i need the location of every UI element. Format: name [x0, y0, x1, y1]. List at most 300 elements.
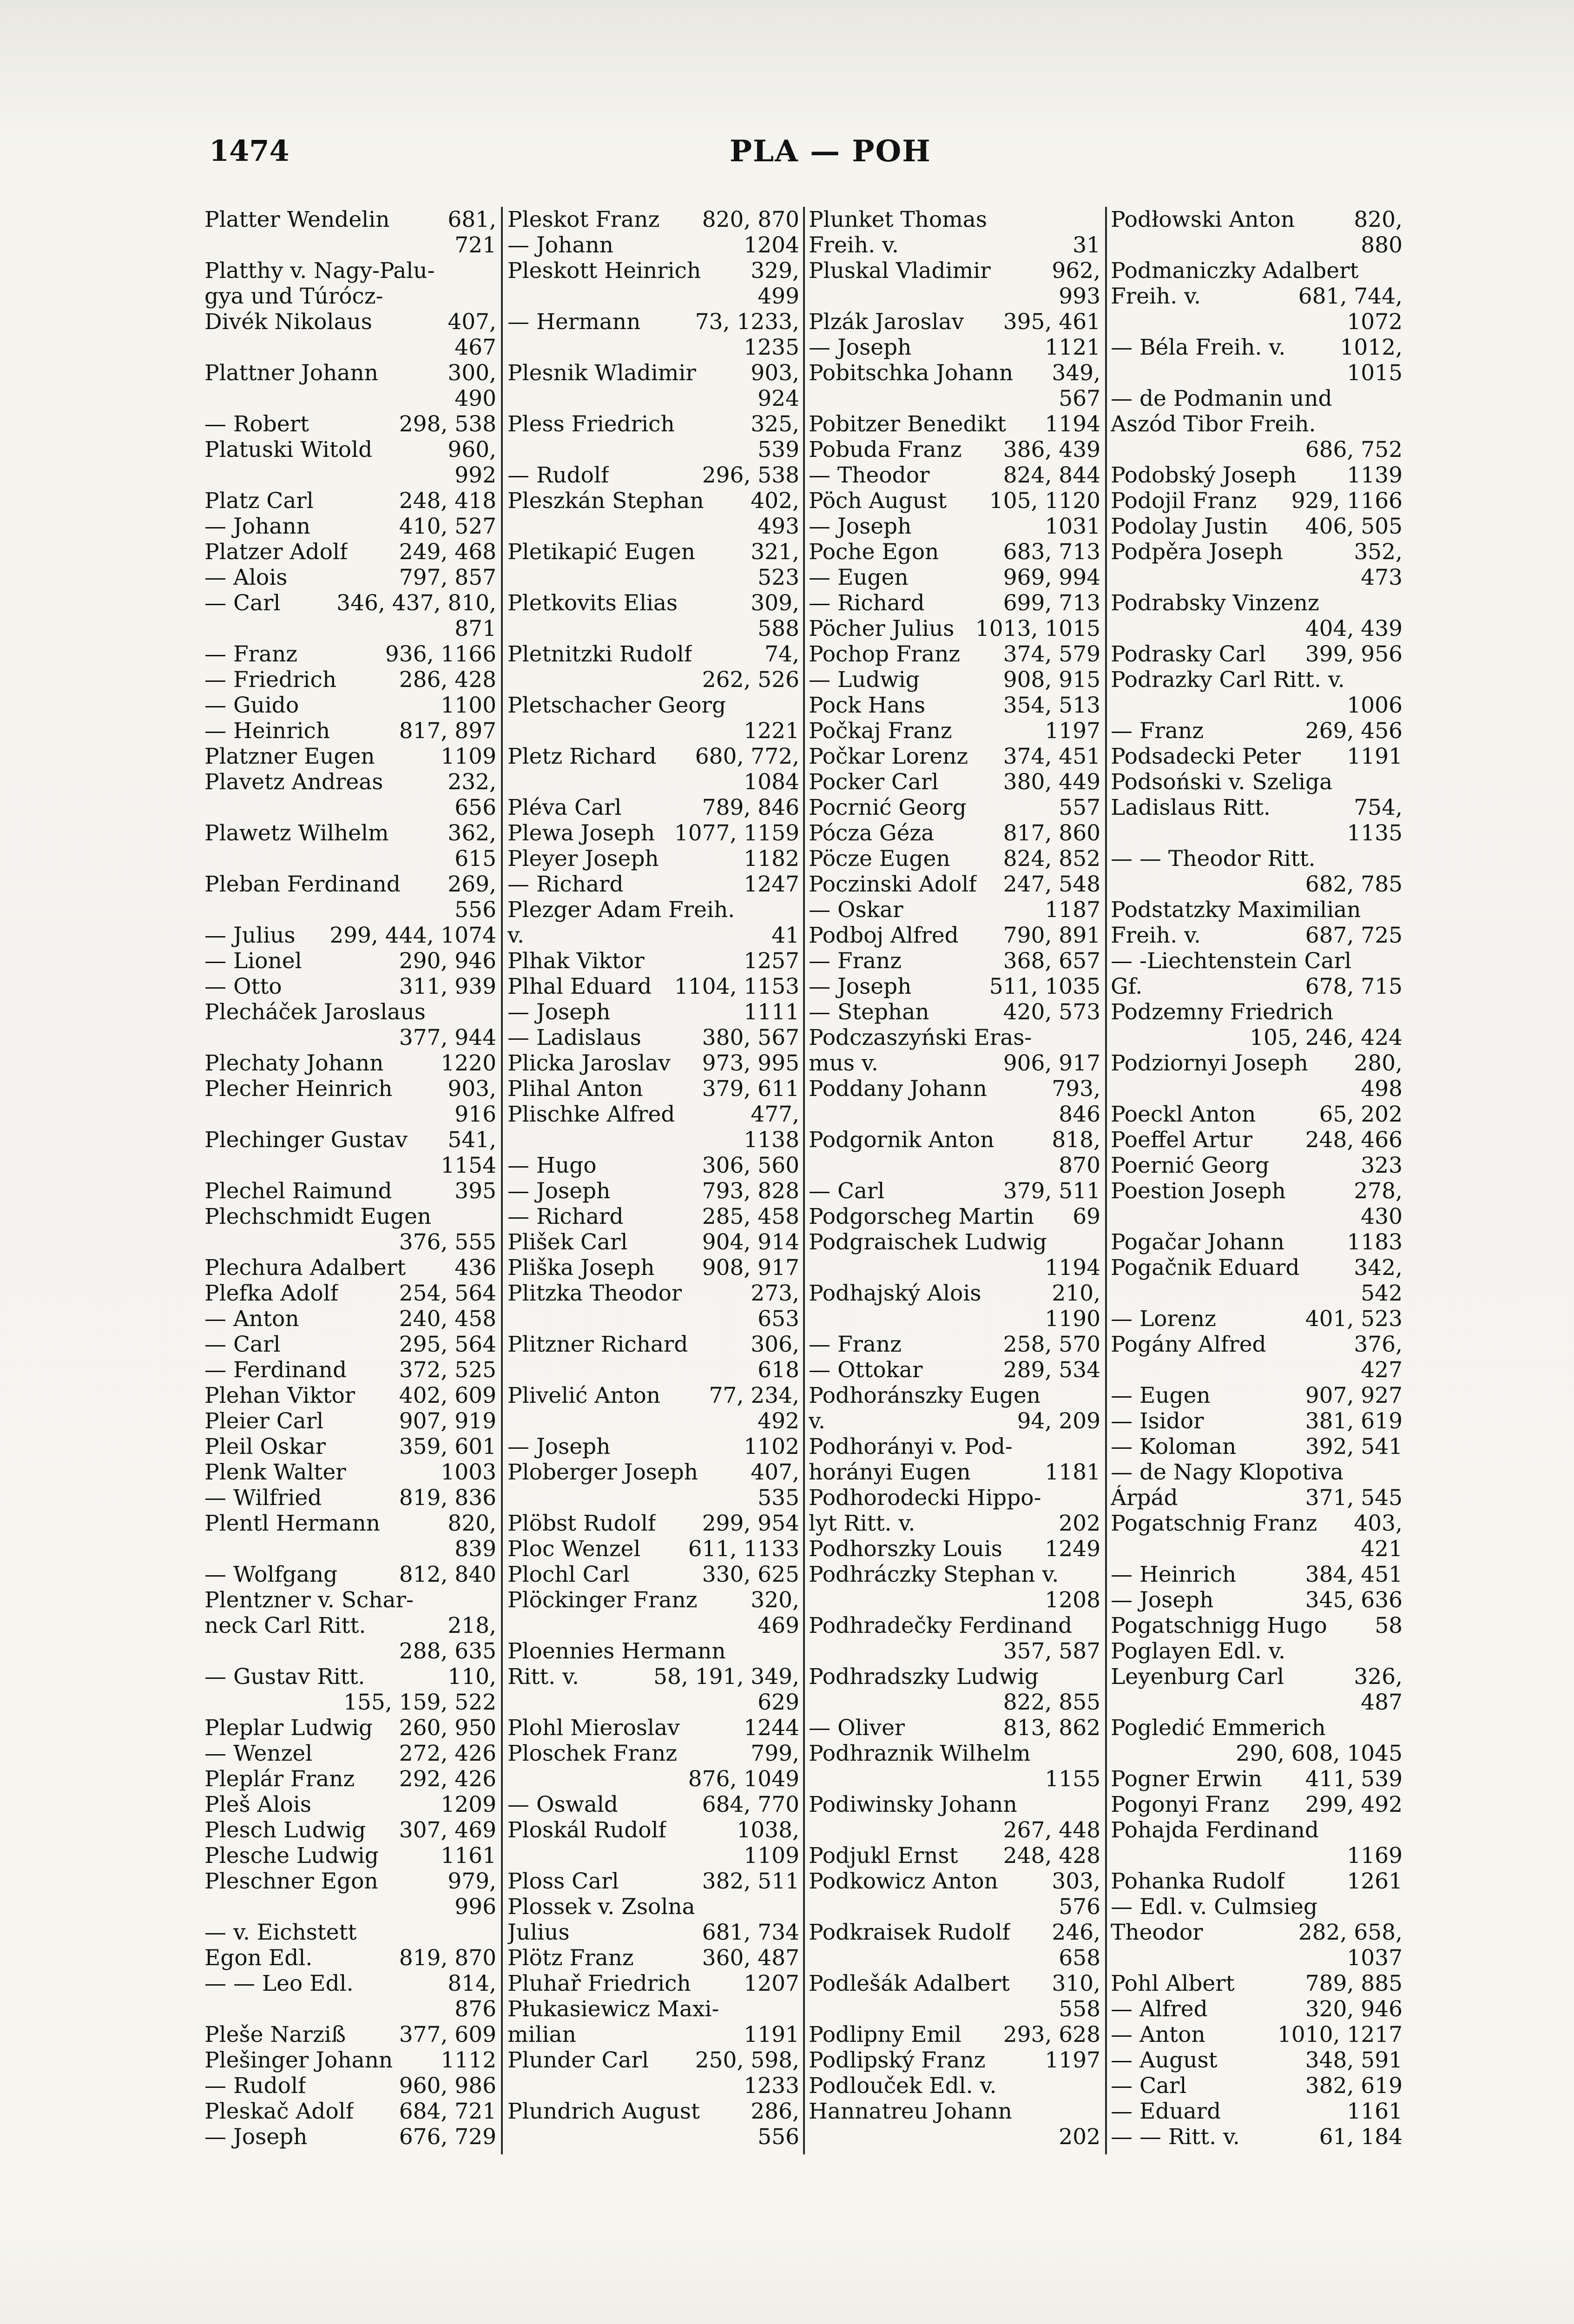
- directory-entry-line: [507, 1587, 799, 1613]
- entry-page-refs: 1154: [441, 1153, 496, 1178]
- entry-page-refs: 371, 545: [1305, 1485, 1403, 1511]
- directory-entry-line: [1111, 258, 1403, 284]
- entry-page-refs: 299, 444, 1074: [329, 923, 496, 948]
- entry-name: Pohl Albert: [1111, 1971, 1235, 1996]
- directory-entry-line: [204, 769, 496, 795]
- entry-name: Podpěra Joseph: [1111, 539, 1283, 565]
- directory-entry-line: [1111, 590, 1403, 616]
- entry-page-refs: 258, 570: [1003, 1332, 1100, 1357]
- directory-entry-line: [204, 1536, 496, 1562]
- directory-entry-line: [204, 1204, 496, 1229]
- directory-entry-line: [1111, 667, 1403, 693]
- entry-page-refs: 202: [1059, 1511, 1100, 1536]
- entry-name: — Guido: [204, 693, 299, 718]
- directory-entry-line: [1111, 1025, 1403, 1050]
- entry-page-refs: 290, 608, 1045: [1236, 1741, 1403, 1766]
- directory-entry-line: [809, 769, 1100, 795]
- entry-page-refs: 41: [771, 923, 799, 948]
- entry-page-refs: 1181: [1045, 1459, 1100, 1485]
- directory-entry-line: [809, 1536, 1100, 1562]
- entry-page-refs: 288, 635: [399, 1638, 496, 1664]
- entry-name: Plenk Walter: [204, 1459, 346, 1485]
- directory-entry-line: [809, 820, 1100, 846]
- entry-page-refs: 246,: [1052, 1920, 1100, 1945]
- directory-entry-line: [1111, 437, 1403, 462]
- entry-name: — Otto: [204, 974, 282, 999]
- entry-name: Podgornik Anton: [809, 1127, 994, 1153]
- entry-name: — Rudolf: [507, 462, 609, 488]
- entry-page-refs: 535: [757, 1485, 799, 1511]
- entry-name: Plhal Eduard: [507, 974, 652, 999]
- entry-page-refs: 681, 744,: [1298, 284, 1403, 309]
- entry-page-refs: 290, 946: [399, 948, 496, 974]
- entry-page-refs: 374, 579: [1003, 641, 1100, 667]
- entry-page-refs: 824, 844: [1003, 462, 1100, 488]
- directory-entry-line: [809, 1102, 1100, 1127]
- entry-name: Platter Wendelin: [204, 207, 390, 232]
- entry-page-refs: 74,: [764, 641, 799, 667]
- directory-entry-line: [809, 437, 1100, 462]
- directory-entry-line: [809, 1408, 1100, 1434]
- directory-entry-line: [204, 948, 496, 974]
- directory-entry-line: [204, 846, 496, 872]
- entry-page-refs: 541,: [448, 1127, 496, 1153]
- directory-entry-line: [809, 2099, 1100, 2124]
- entry-page-refs: 846: [1059, 1102, 1100, 1127]
- directory-entry-line: [809, 1894, 1100, 1920]
- entry-page-refs: 372, 525: [399, 1357, 496, 1383]
- directory-entry-line: [204, 1996, 496, 2022]
- directory-entry-line: [809, 1562, 1100, 1587]
- entry-page-refs: 1015: [1347, 360, 1403, 386]
- directory-entry-line: [809, 1306, 1100, 1332]
- entry-name: — Stephan: [809, 999, 929, 1025]
- directory-entry-line: [809, 539, 1100, 565]
- directory-entry-line: [507, 1562, 799, 1587]
- directory-entry-line: [204, 1306, 496, 1332]
- entry-name: Podgraischek Ludwig: [809, 1229, 1047, 1255]
- entry-name: Podhorszky Louis: [809, 1536, 1002, 1562]
- directory-entry-line: [1111, 1715, 1403, 1741]
- entry-page-refs: 487: [1361, 1690, 1403, 1715]
- directory-columns: [204, 207, 1403, 2173]
- directory-entry-line: [507, 693, 799, 718]
- entry-page-refs: 1109: [441, 744, 496, 769]
- entry-page-refs: 1109: [744, 1843, 799, 1868]
- entry-name: — Heinrich: [204, 718, 330, 744]
- entry-page-refs: 357, 587: [1003, 1638, 1100, 1664]
- directory-entry-line: [204, 1408, 496, 1434]
- directory-entry-line: [1111, 693, 1403, 718]
- entry-page-refs: 286,: [751, 2099, 799, 2124]
- directory-entry-line: [507, 2124, 799, 2150]
- directory-entry-line: [809, 1383, 1100, 1408]
- entry-page-refs: 326,: [1354, 1664, 1403, 1690]
- entry-name: Podstatzky Maximilian: [1111, 897, 1361, 923]
- entry-name: Plentzner v. Schar-: [204, 1587, 414, 1613]
- directory-entry-line: [507, 1357, 799, 1383]
- entry-page-refs: 789, 885: [1305, 1971, 1403, 1996]
- entry-page-refs: 269,: [448, 872, 496, 897]
- directory-entry-line: [204, 1741, 496, 1766]
- directory-entry-line: [809, 360, 1100, 386]
- entry-name: — Richard: [809, 590, 925, 616]
- entry-page-refs: 1169: [1347, 1843, 1403, 1868]
- entry-name: — Robert: [204, 411, 309, 437]
- directory-entry-line: [1111, 1127, 1403, 1153]
- entry-page-refs: 381, 619: [1305, 1408, 1403, 1434]
- entry-name: — Friedrich: [204, 667, 337, 693]
- directory-entry-line: [204, 590, 496, 616]
- entry-page-refs: 379, 511: [1003, 1178, 1100, 1204]
- directory-entry-line: [809, 2124, 1100, 2150]
- entry-page-refs: 789, 846: [702, 795, 799, 820]
- directory-entry-line: [204, 718, 496, 744]
- directory-entry-line: [204, 1127, 496, 1153]
- entry-page-refs: 1121: [1045, 335, 1100, 360]
- entry-page-refs: 1161: [1347, 2099, 1403, 2124]
- directory-entry-line: [204, 2073, 496, 2099]
- directory-entry-line: [204, 1945, 496, 1971]
- directory-entry-line: [1111, 923, 1403, 948]
- directory-entry-line: [809, 1459, 1100, 1485]
- entry-page-refs: 1249: [1045, 1536, 1100, 1562]
- entry-page-refs: 407,: [751, 1459, 799, 1485]
- entry-name: Pluhař Friedrich: [507, 1971, 691, 1996]
- entry-page-refs: 556: [757, 2124, 799, 2150]
- directory-entry-line: [507, 207, 799, 232]
- entry-name: Pleban Ferdinand: [204, 872, 401, 897]
- entry-page-refs: 678, 715: [1305, 974, 1403, 999]
- directory-entry-line: [1111, 1076, 1403, 1102]
- directory-entry-line: [204, 1715, 496, 1741]
- directory-entry-line: [809, 1587, 1100, 1613]
- entry-page-refs: 218,: [448, 1613, 496, 1638]
- entry-page-refs: 1031: [1045, 514, 1100, 539]
- column-1: [204, 207, 496, 2173]
- entry-name: — Joseph: [507, 1434, 611, 1459]
- entry-name: Platzner Eugen: [204, 744, 375, 769]
- entry-page-refs: 908, 917: [702, 1255, 799, 1281]
- directory-entry-line: [507, 1204, 799, 1229]
- directory-entry-line: [809, 1153, 1100, 1178]
- entry-page-refs: 280,: [1354, 1050, 1403, 1076]
- entry-name: Podlešák Adalbert: [809, 1971, 1010, 1996]
- directory-entry-line: [204, 1076, 496, 1102]
- entry-page-refs: 386, 439: [1003, 437, 1100, 462]
- entry-page-refs: 292, 426: [399, 1766, 496, 1792]
- entry-name: Plechinger Gustav: [204, 1127, 408, 1153]
- entry-page-refs: 511, 1035: [989, 974, 1100, 999]
- directory-entry-line: [809, 616, 1100, 641]
- directory-entry-line: [507, 258, 799, 284]
- entry-name: Pleplár Franz: [204, 1766, 355, 1792]
- entry-page-refs: 686, 752: [1305, 437, 1403, 462]
- directory-entry-line: [1111, 1485, 1403, 1511]
- directory-entry-line: [204, 897, 496, 923]
- entry-name: Podmaniczky Adalbert: [1111, 258, 1359, 284]
- entry-name: — Richard: [507, 872, 624, 897]
- directory-entry-line: [809, 1741, 1100, 1766]
- directory-entry-line: [1111, 360, 1403, 386]
- entry-page-refs: 542: [1361, 1281, 1403, 1306]
- entry-page-refs: 1191: [744, 2022, 799, 2047]
- entry-page-refs: 309,: [751, 590, 799, 616]
- entry-name: Pléva Carl: [507, 795, 622, 820]
- directory-entry-line: [204, 1178, 496, 1204]
- entry-name: Ploberger Joseph: [507, 1459, 698, 1485]
- entry-name: Plzák Jaroslav: [809, 309, 964, 335]
- entry-name: Plitzka Theodor: [507, 1281, 682, 1306]
- directory-entry-line: [204, 514, 496, 539]
- entry-page-refs: 404, 439: [1305, 616, 1403, 641]
- directory-entry-line: [1111, 948, 1403, 974]
- directory-entry-line: [507, 616, 799, 641]
- directory-entry-line: [204, 258, 496, 284]
- entry-page-refs: 286, 428: [399, 667, 496, 693]
- entry-name: Plattner Johann: [204, 360, 378, 386]
- entry-page-refs: 876: [454, 1996, 496, 2022]
- directory-entry-line: [507, 1638, 799, 1664]
- entry-name: — Wenzel: [204, 1741, 313, 1766]
- entry-name: Aszód Tibor Freih.: [1111, 411, 1316, 437]
- entry-name: Podrazky Carl Ritt. v.: [1111, 667, 1345, 693]
- entry-page-refs: 936, 1166: [385, 641, 496, 667]
- entry-name: Gf.: [1111, 974, 1143, 999]
- entry-name: — — Theodor Ritt.: [1111, 846, 1316, 872]
- directory-entry-line: [1111, 1434, 1403, 1459]
- directory-entry-line: [1111, 2124, 1403, 2150]
- entry-page-refs: 346, 437, 810,: [336, 590, 496, 616]
- entry-page-refs: 876, 1049: [688, 1766, 799, 1792]
- entry-page-refs: 376,: [1354, 1332, 1403, 1357]
- directory-entry-line: [507, 1383, 799, 1408]
- directory-entry-line: [507, 1817, 799, 1843]
- entry-name: v.: [809, 1408, 825, 1434]
- directory-entry-line: [204, 1281, 496, 1306]
- entry-page-refs: 611, 1133: [688, 1536, 799, 1562]
- entry-name: Pleskott Heinrich: [507, 258, 701, 284]
- entry-name: Podojil Franz: [1111, 488, 1257, 514]
- entry-page-refs: 282, 658,: [1298, 1920, 1403, 1945]
- entry-name: Freih. v.: [1111, 923, 1201, 948]
- directory-entry-line: [204, 207, 496, 232]
- entry-page-refs: 1084: [744, 769, 799, 795]
- entry-page-refs: 293, 628: [1003, 2022, 1100, 2047]
- entry-name: Podobský Joseph: [1111, 462, 1297, 488]
- entry-name: Podhraznik Wilhelm: [809, 1741, 1031, 1766]
- entry-name: — Theodor: [809, 462, 930, 488]
- directory-entry-line: [507, 820, 799, 846]
- entry-page-refs: 368, 657: [1003, 948, 1100, 974]
- entry-page-refs: 401, 523: [1305, 1306, 1403, 1332]
- directory-entry-line: [1111, 1741, 1403, 1766]
- directory-entry-line: [809, 1690, 1100, 1715]
- entry-name: Pöcher Julius: [809, 616, 955, 641]
- entry-page-refs: 77, 234,: [709, 1383, 799, 1408]
- entry-name: Plewa Joseph: [507, 820, 655, 846]
- entry-page-refs: 392, 541: [1305, 1434, 1403, 1459]
- entry-name: Pohanka Rudolf: [1111, 1868, 1285, 1894]
- directory-entry-line: [809, 999, 1100, 1025]
- entry-page-refs: 929, 1166: [1291, 488, 1403, 514]
- entry-name: — Wilfried: [204, 1485, 322, 1511]
- entry-page-refs: 754,: [1354, 795, 1403, 820]
- entry-page-refs: 903,: [751, 360, 799, 386]
- directory-entry-line: [204, 1511, 496, 1536]
- directory-entry-line: [204, 667, 496, 693]
- entry-page-refs: 285, 458: [702, 1204, 799, 1229]
- entry-name: — Koloman: [1111, 1434, 1237, 1459]
- directory-entry-line: [809, 1843, 1100, 1868]
- entry-page-refs: 374, 451: [1003, 744, 1100, 769]
- entry-page-refs: 1208: [1045, 1587, 1100, 1613]
- directory-entry-line: [809, 2073, 1100, 2099]
- entry-page-refs: 105, 246, 424: [1250, 1025, 1403, 1050]
- entry-name: Pleier Carl: [204, 1408, 324, 1434]
- directory-entry-line: [809, 462, 1100, 488]
- directory-entry-line: [507, 539, 799, 565]
- directory-entry-line: [507, 565, 799, 590]
- entry-page-refs: 871: [454, 616, 496, 641]
- entry-page-refs: 407,: [448, 309, 496, 335]
- directory-entry-line: [507, 1153, 799, 1178]
- entry-name: horányi Eugen: [809, 1459, 971, 1485]
- entry-name: Pliška Joseph: [507, 1255, 655, 1281]
- directory-entry-line: [809, 872, 1100, 897]
- directory-entry-line: [507, 718, 799, 744]
- directory-entry-line: [1111, 2047, 1403, 2073]
- directory-entry-line: [809, 974, 1100, 999]
- entry-page-refs: 993: [1059, 284, 1100, 309]
- directory-entry-line: [809, 411, 1100, 437]
- directory-entry-line: [507, 1843, 799, 1868]
- directory-entry-line: [507, 1178, 799, 1204]
- directory-entry-line: [1111, 1408, 1403, 1434]
- entry-page-refs: 880: [1361, 232, 1403, 258]
- entry-name: Pleše Narziß: [204, 2022, 346, 2047]
- entry-page-refs: 421: [1361, 1536, 1403, 1562]
- directory-entry-line: [1111, 1383, 1403, 1408]
- directory-entry-line: [1111, 1664, 1403, 1690]
- entry-name: Divék Nikolaus: [204, 309, 372, 335]
- directory-entry-line: [1111, 846, 1403, 872]
- entry-name: Podkowicz Anton: [809, 1868, 998, 1894]
- entry-name: Pleszkán Stephan: [507, 488, 704, 514]
- entry-page-refs: 1138: [744, 1127, 799, 1153]
- entry-name: — Joseph: [809, 335, 912, 360]
- entry-page-refs: 1221: [744, 718, 799, 744]
- entry-page-refs: 567: [1059, 386, 1100, 411]
- directory-entry-line: [1111, 974, 1403, 999]
- entry-name: Podłowski Anton: [1111, 207, 1295, 232]
- entry-name: — Carl: [809, 1178, 885, 1204]
- entry-name: — Anton: [204, 1306, 299, 1332]
- entry-page-refs: 1003: [441, 1459, 496, 1485]
- entry-page-refs: 354, 513: [1003, 693, 1100, 718]
- directory-entry-line: [1111, 1817, 1403, 1843]
- directory-entry-line: [507, 974, 799, 999]
- directory-entry-line: [1111, 1306, 1403, 1332]
- directory-entry-line: [204, 999, 496, 1025]
- entry-name: Plešinger Johann: [204, 2047, 393, 2073]
- directory-entry-line: [204, 1920, 496, 1945]
- directory-entry-line: [507, 1281, 799, 1306]
- directory-entry-line: [507, 923, 799, 948]
- entry-page-refs: 908, 915: [1003, 667, 1100, 693]
- column-2: [507, 207, 799, 2173]
- entry-page-refs: 311, 939: [399, 974, 496, 999]
- entry-page-refs: 411, 539: [1305, 1766, 1403, 1792]
- directory-entry-line: [1111, 1587, 1403, 1613]
- entry-name: — Johann: [507, 232, 613, 258]
- entry-name: Podsoński v. Szeliga: [1111, 769, 1333, 795]
- entry-page-refs: 1111: [744, 999, 799, 1025]
- entry-page-refs: 1182: [744, 846, 799, 872]
- entry-name: Pochop Franz: [809, 641, 961, 667]
- directory-entry-line: [809, 1996, 1100, 2022]
- entry-page-refs: 539: [757, 437, 799, 462]
- entry-page-refs: 247, 548: [1003, 872, 1100, 897]
- directory-entry-line: [809, 258, 1100, 284]
- directory-entry-line: [809, 1281, 1100, 1306]
- entry-page-refs: 359, 601: [399, 1434, 496, 1459]
- entry-name: Pöch August: [809, 488, 947, 514]
- entry-name: Pogatschnig Franz: [1111, 1511, 1317, 1536]
- entry-name: — Eugen: [809, 565, 909, 590]
- entry-name: Plesch Ludwig: [204, 1817, 366, 1843]
- entry-page-refs: 1155: [1045, 1766, 1100, 1792]
- entry-page-refs: 299, 492: [1305, 1792, 1403, 1817]
- entry-page-refs: 262, 526: [702, 667, 799, 693]
- directory-entry-line: [1111, 335, 1403, 360]
- directory-entry-line: [1111, 795, 1403, 820]
- entry-page-refs: 839: [454, 1536, 496, 1562]
- directory-entry-line: [507, 1485, 799, 1511]
- entry-name: milian: [507, 2022, 576, 2047]
- entry-page-refs: 477,: [751, 1102, 799, 1127]
- entry-page-refs: 1013, 1015: [975, 616, 1100, 641]
- entry-page-refs: 403,: [1354, 1511, 1403, 1536]
- entry-name: Pletikapić Eugen: [507, 539, 696, 565]
- directory-entry-line: [204, 1255, 496, 1281]
- entry-page-refs: 1104, 1153: [674, 974, 799, 999]
- entry-page-refs: 615: [454, 846, 496, 872]
- entry-name: Pogatschnigg Hugo: [1111, 1613, 1327, 1638]
- directory-entry-line: [809, 565, 1100, 590]
- entry-name: Podhráczky Stephan v.: [809, 1562, 1059, 1587]
- directory-entry-line: [507, 437, 799, 462]
- entry-name: Plehan Viktor: [204, 1383, 356, 1408]
- directory-entry-line: [1111, 488, 1403, 514]
- entry-name: Plicka Jaroslav: [507, 1050, 671, 1076]
- directory-entry-line: [507, 411, 799, 437]
- entry-page-refs: 289, 534: [1003, 1357, 1100, 1383]
- directory-entry-line: [204, 2047, 496, 2073]
- entry-page-refs: 349,: [1052, 360, 1100, 386]
- directory-entry-line: [1111, 1792, 1403, 1817]
- directory-entry-line: [204, 1868, 496, 1894]
- entry-page-refs: 303,: [1052, 1868, 1100, 1894]
- entry-page-refs: 376, 555: [399, 1229, 496, 1255]
- directory-entry-line: [809, 1050, 1100, 1076]
- entry-name: — Richard: [507, 1204, 624, 1229]
- directory-entry-line: [204, 1332, 496, 1357]
- entry-name: Plhak Viktor: [507, 948, 645, 974]
- entry-page-refs: 1244: [744, 1715, 799, 1741]
- entry-name: Pleskot Franz: [507, 207, 660, 232]
- entry-name: Plunket Thomas: [809, 207, 987, 232]
